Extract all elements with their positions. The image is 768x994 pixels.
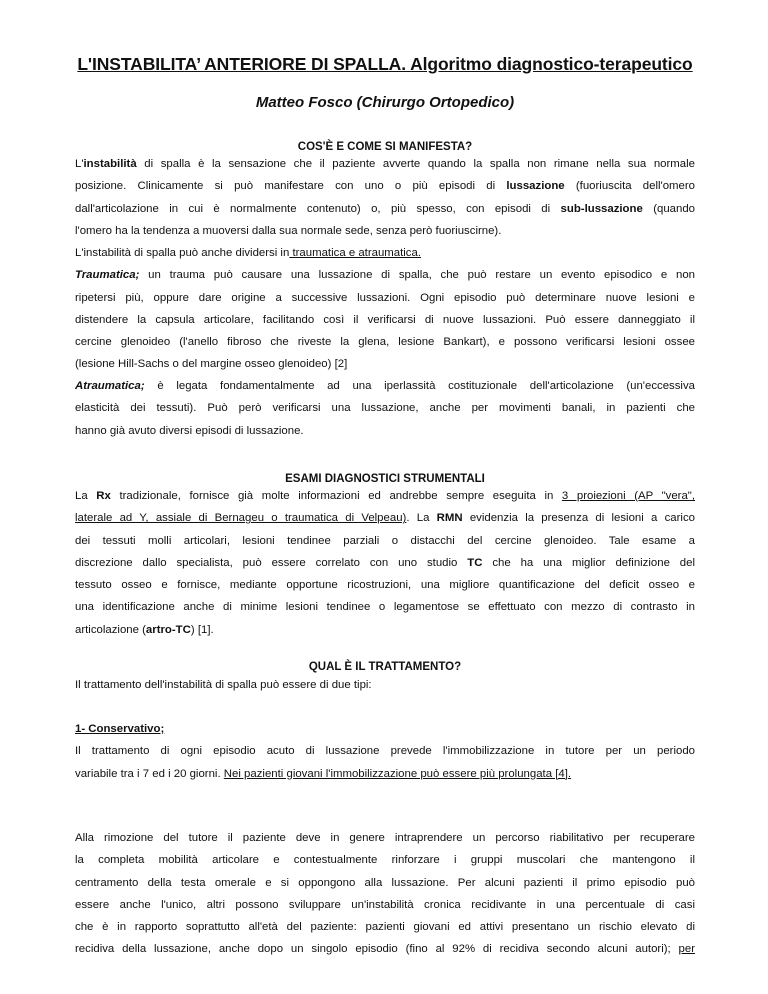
paragraph-conservativo: 1- Conservativo; Il trattamento di ogni episodio acuto di lussazione prevede l'immobilizzazione in tutore per un periodo variabile tra i 7 ed i 20 giorni. Nei pazienti giovani l'immobilizzazione può essere più prolungata [4]. <box>75 723 695 780</box>
subheading-conservativo: 1- Conservativo; <box>75 723 165 735</box>
document-title: L'INSTABILITA’ ANTERIORE DI SPALLA. Algoritmo diagnostico-terapeutico <box>77 54 693 74</box>
paragraph-esami: La Rx tradizionale, fornisce già molte informazioni ed andrebbe sempre eseguita in 3 proiezioni (AP "vera", laterale ad Y, assiale di Bernageu o traumatica di Velpeau). La RMN evidenzia la presenza di lesioni a carico dei tessuti molli articolari, lesioni tendinee parziali o distacchi del cercine glenoideo. Tale esame a discrezione dallo specialista, può essere correlato con uno studio TC che ha una miglior definizione del tessuto osseo e fornisce, mediante opportune ricostruzioni, una migliore quantificazione del deficit osseo e una identificazione anche di minime lesioni tendinee o legamentose se effettuato con mezzo di contrasto in articolazione (artro-TC) [1]. <box>75 490 695 636</box>
section-heading-trattamento: QUAL È IL TRATTAMENTO? <box>308 661 462 673</box>
section-heading-esami: ESAMI DIAGNOSTICI STRUMENTALI <box>285 473 485 485</box>
section-heading-cos-e: COS'È E COME SI MANIFESTA? <box>297 141 473 153</box>
author-line: Matteo Fosco (Chirurgo Ortopedico) <box>255 94 515 111</box>
paragraph-riabilitazione: Alla rimozione del tutore il paziente deve in genere intraprendere un percorso riabilitativo per recuperare la completa mobilità articolare e contestualmente rinforzare i gruppi muscolari che mantengono il centramento della testa omerale e si oppongono alla lussazione. Per alcuni pazienti il primo episodio può essere anche l'unico, altri possono sviluppare un'instabilità cronica recidivante in una percentuale di casi che è in rapporto soprattutto all'età del paziente: pazienti giovani ed attivi presentano un rischio elevato di recidiva della lussazione, anche dopo un singolo episodio (fino al 92% di recidiva secondo alcuni autori); per <box>75 832 695 956</box>
paragraph-traumatica: L'instabilità di spalla può anche dividersi in traumatica e atraumatica. Traumatica; un trauma può causare una lussazione di spalla, che può restare un evento episodico e non ripetersi più, oppure dare origine a successive lussazioni. Ogni episodio può determinare nuove lesioni e distendere la capsula articolare, facilitando così il verificarsi di nuove lussazioni. Può essere danneggiato il cercine glenoideo (l'anello fibroso che riveste la glena, lesione Bankart), e possono verificarsi lesioni ossee (lesione Hill-Sachs o del margine osseo glenoideo) [2] <box>75 247 695 371</box>
paragraph-intro: L'instabilità di spalla è la sensazione che il paziente avverte quando la spalla non rimane nella sua normale posizione. Clinicamente si può manifestare con uno o più episodi di lussazione (fuoriuscita dell'omero dall'articolazione in cui è normalmente contenuto) o, più spesso, con episodi di sub-lussazione (quando l'omero ha la tendenza a muoversi dalla sua normale sede, senza però fuoriuscirne). <box>75 158 695 237</box>
paragraph-atraumatica: Atraumatica; è legata fondamentalmente ad una iperlassità costituzionale dell'articolazione (un'eccessiva elasticità dei tessuti). Può però verificarsi una lussazione, anche per movimenti banali, in pazienti che hanno già avuto diversi episodi di lussazione. <box>75 380 695 437</box>
paragraph-trattamento-intro: Il trattamento dell'instabilità di spalla può essere di due tipi: <box>75 679 372 691</box>
